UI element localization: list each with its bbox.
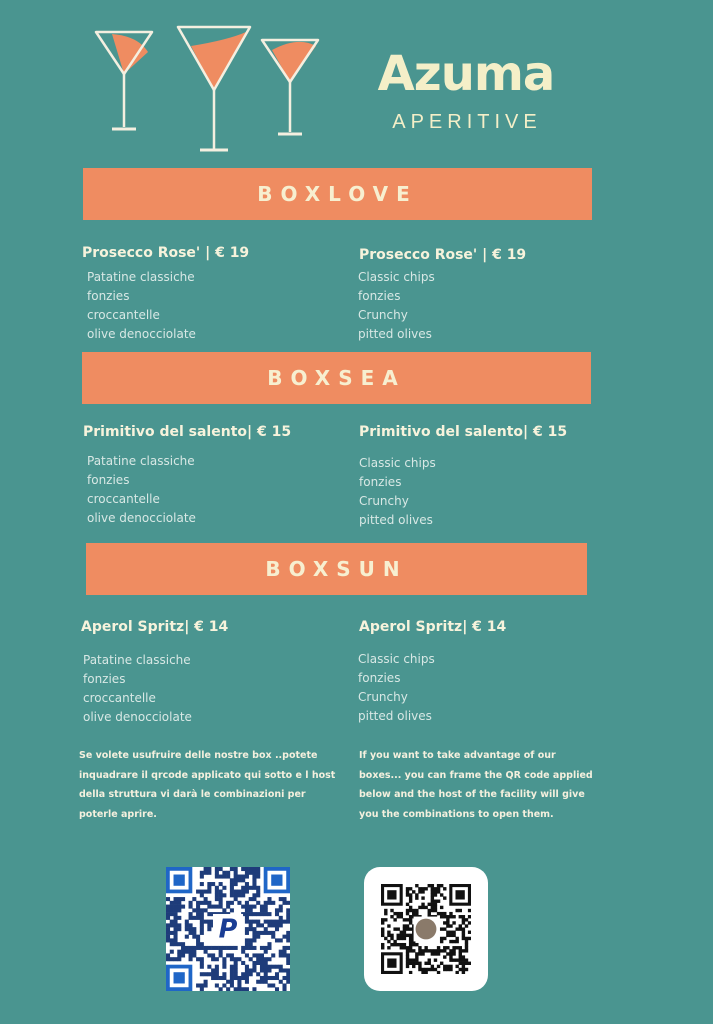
item-list-italian [87,452,196,528]
item-list-italian [87,268,196,344]
qr-code-card[interactable] [364,867,488,991]
item-list-english [358,268,435,344]
list-item: pitted olives [358,709,432,723]
item-list-english [359,454,436,530]
item-name-italian: Prosecco Rose' | € 19 [82,245,250,261]
item-name-english: Prosecco Rose' | € 19 [359,247,527,263]
list-item: Classic chips [359,456,436,470]
martini-glass-icon [178,27,250,150]
list-item: fonzies [83,672,126,686]
list-item: olive denocciolate [87,511,196,525]
qr-code [381,884,471,974]
list-item: Crunchy [359,494,409,508]
note-english: If you want to take advantage of our boxes... you can frame the QR code applied below and the host of the facility will give you the combinations to open them. [359,750,593,820]
list-item: pitted olives [359,513,433,527]
list-item: olive denocciolate [87,327,196,341]
section-banner-boxlove: BOXLOVE [83,168,592,220]
list-item: Patatine classiche [87,270,195,284]
martini-glass-icon [96,32,152,129]
item-list-italian [83,651,192,727]
list-item: pitted olives [358,327,432,341]
svg-text:P: P [218,914,238,945]
list-item: croccantelle [87,308,160,322]
avatar-icon [414,917,439,942]
section-banner-boxsea: BOXSEA [82,352,591,404]
item-name-english: Primitivo del salento| € 15 [359,424,568,440]
list-item: Patatine classiche [87,454,195,468]
list-item: Classic chips [358,652,435,666]
brand-name: Azuma [377,46,555,102]
list-item: Classic chips [358,270,435,284]
martini-glass-icon [262,40,318,134]
brand-subtitle: APERITIVE [392,111,542,133]
paypal-qr-code[interactable] [166,867,290,991]
item-name-italian: Primitivo del salento| € 15 [83,424,292,440]
list-item: fonzies [87,289,130,303]
list-item: croccantelle [83,691,156,705]
list-item: Crunchy [358,690,408,704]
item-name-english: Aperol Spritz| € 14 [359,619,507,635]
item-name-italian: Aperol Spritz| € 14 [81,619,229,635]
list-item: fonzies [359,475,402,489]
section-banner-boxsun: BOXSUN [86,543,587,595]
list-item: Patatine classiche [83,653,191,667]
list-item: fonzies [358,671,401,685]
martini-glasses-illustration [88,22,328,157]
list-item: croccantelle [87,492,160,506]
list-item: fonzies [358,289,401,303]
list-item: fonzies [87,473,130,487]
list-item: olive denocciolate [83,710,192,724]
note-italian: Se volete usufruire delle nostre box ..potete inquadrare il qrcode applicato qui sotto e l host della struttura vi darà le combinazioni per poterle aprire. [79,750,336,820]
item-list-english [358,650,435,726]
list-item: Crunchy [358,308,408,322]
paypal-icon [213,914,243,944]
